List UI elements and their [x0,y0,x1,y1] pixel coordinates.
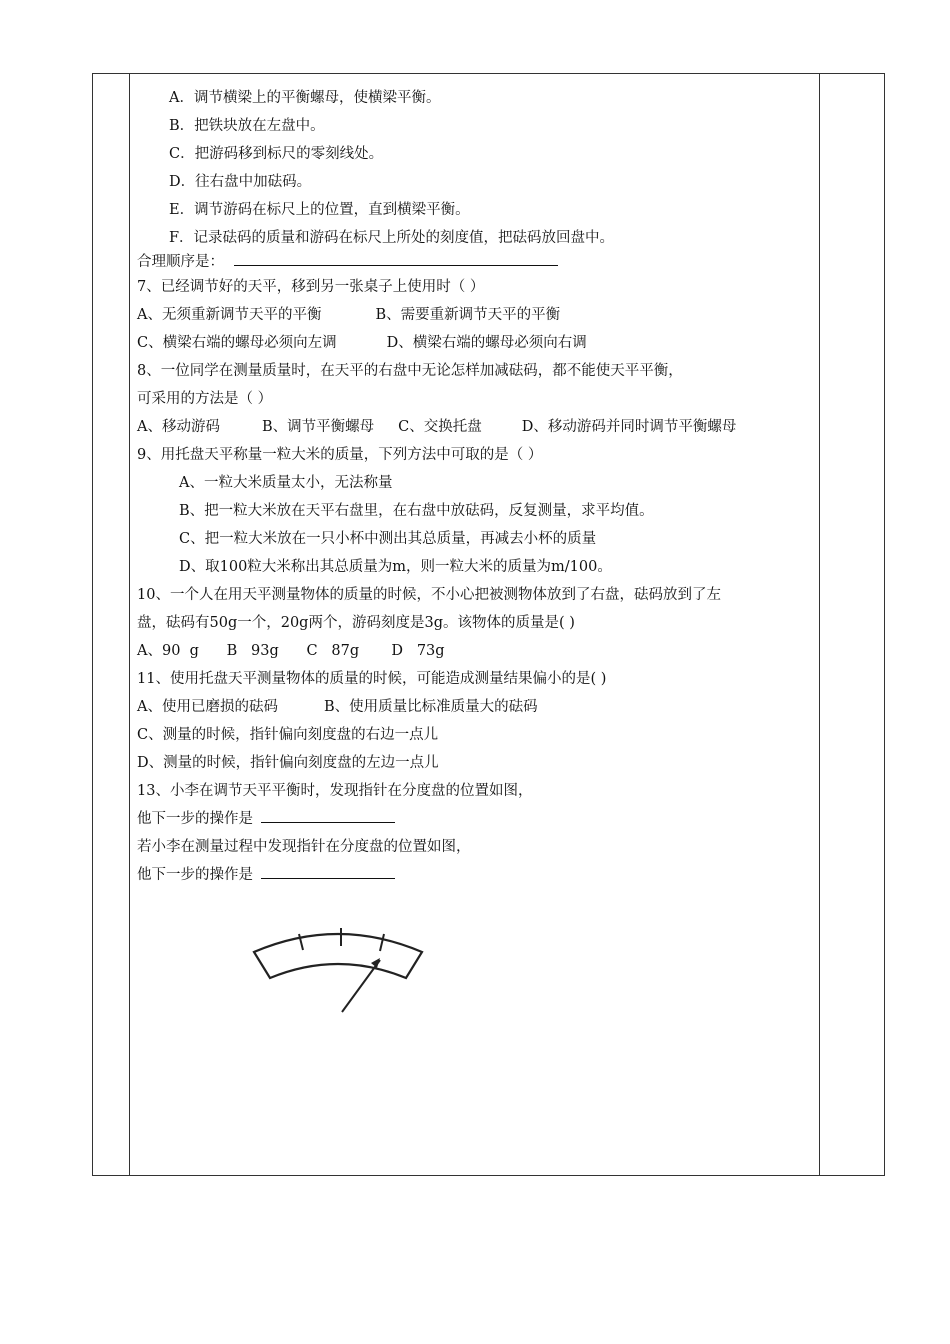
q13-next-label-1: 他下一步的操作是 [137,811,253,827]
q11-option-c: C、测量的时候，指针偏向刻度盘的右边一点儿 [137,727,439,743]
q9-option-b: B、把一粒大米放在天平右盘里，在右盘中放砝码，反复测量，求平均值。 [179,503,654,519]
step-f: F．记录砝码的质量和游码在标尺上所处的刻度值，把砝码放回盘中。 [169,230,615,246]
q7-option-c: C、横梁右端的螺母必须向左调 [137,335,337,351]
q9-option-c: C、把一粒大米放在一只小杯中测出其总质量，再减去小杯的质量 [179,531,597,547]
table-right-column-divider [819,74,820,1175]
q13-answer-row-1 [137,805,817,833]
q7-options-cd [137,329,817,357]
q7-stem: 7、已经调节好的天平，移到另一张桌子上使用时（ ） [137,279,485,295]
q13-answer-row-2 [137,861,817,889]
step-e: E．调节游码在标尺上的位置，直到横梁平衡。 [169,202,470,218]
step-a: A．调节横梁上的平衡螺母，使横梁平衡。 [169,90,441,106]
q13-answer-blank-2[interactable] [261,862,395,879]
question-content [137,84,817,889]
dial-arc [254,934,422,978]
q11-option-b: B、使用质量比标准质量大的砝码 [323,699,538,715]
q7-option-b: B、需要重新调节天平的平衡 [375,307,561,323]
q8-option-c: C、交换托盘 [398,419,482,435]
q13-answer-blank-1[interactable] [261,806,395,823]
order-answer-blank[interactable] [234,249,558,266]
q8-option-d: D、移动游码并同时调节平衡螺母 [521,419,737,435]
dial-tick-right [380,934,384,951]
q13-stem: 13、小李在调节天平平衡时，发现指针在分度盘的位置如图， [137,783,533,799]
step-b: B．把铁块放在左盘中。 [169,118,325,134]
table-left-column-divider [129,74,130,1175]
balance-scale-dial-figure [240,922,436,1022]
q8-stem-1: 8、一位同学在测量质量时，在天平的右盘中无论怎样加减砝码，都不能使天平平衡， [137,363,683,379]
q7-option-a: A、无须重新调节天平的平衡 [137,307,322,323]
q10-stem-2: 盘，砝码有50g一个，20g两个，游码刻度是3g。该物体的质量是( ) [137,615,575,631]
q8-options [137,413,817,441]
q11-stem: 11、使用托盘天平测量物体的质量的时候，可能造成测量结果偏小的是( ) [137,671,607,687]
q8-option-a: A、移动游码 [137,419,220,435]
q9-option-d: D、取100粒大米称出其总质量为m，则一粒大米的质量为m/100。 [179,559,612,575]
step-d: D．往右盘中加砝码。 [169,174,312,190]
q11-option-a: A、使用已磨损的砝码 [137,699,278,715]
q10-options: A、90 g B 93g C 87g D 73g [137,643,445,659]
q9-stem: 9、用托盘天平称量一粒大米的质量，下列方法中可取的是（ ） [137,447,543,463]
q11-option-d: D、测量的时候，指针偏向刻度盘的左边一点儿 [137,755,439,771]
q7-options-ab [137,301,817,329]
q7-option-d: D、横梁右端的螺母必须向右调 [386,335,587,351]
q13-next-label-2: 他下一步的操作是 [137,867,253,883]
q13-stem-2: 若小李在测量过程中发现指针在分度盘的位置如图， [137,839,471,855]
q8-option-b: B、调节平衡螺母 [261,419,375,435]
q9-option-a: A、一粒大米质量太小，无法称量 [179,475,393,491]
q10-stem-1: 10、一个人在用天平测量物体的质量的时候，不小心把被测物体放到了右盘，砝码放到了左 [137,587,721,603]
order-answer-row [137,249,817,273]
step-c: C．把游码移到标尺的零刻线处。 [169,146,384,162]
q8-stem-2: 可采用的方法是（ ） [137,391,273,407]
q11-options-ab [137,693,817,721]
order-label: 合理顺序是： [137,254,224,270]
pointer-needle [342,960,380,1012]
